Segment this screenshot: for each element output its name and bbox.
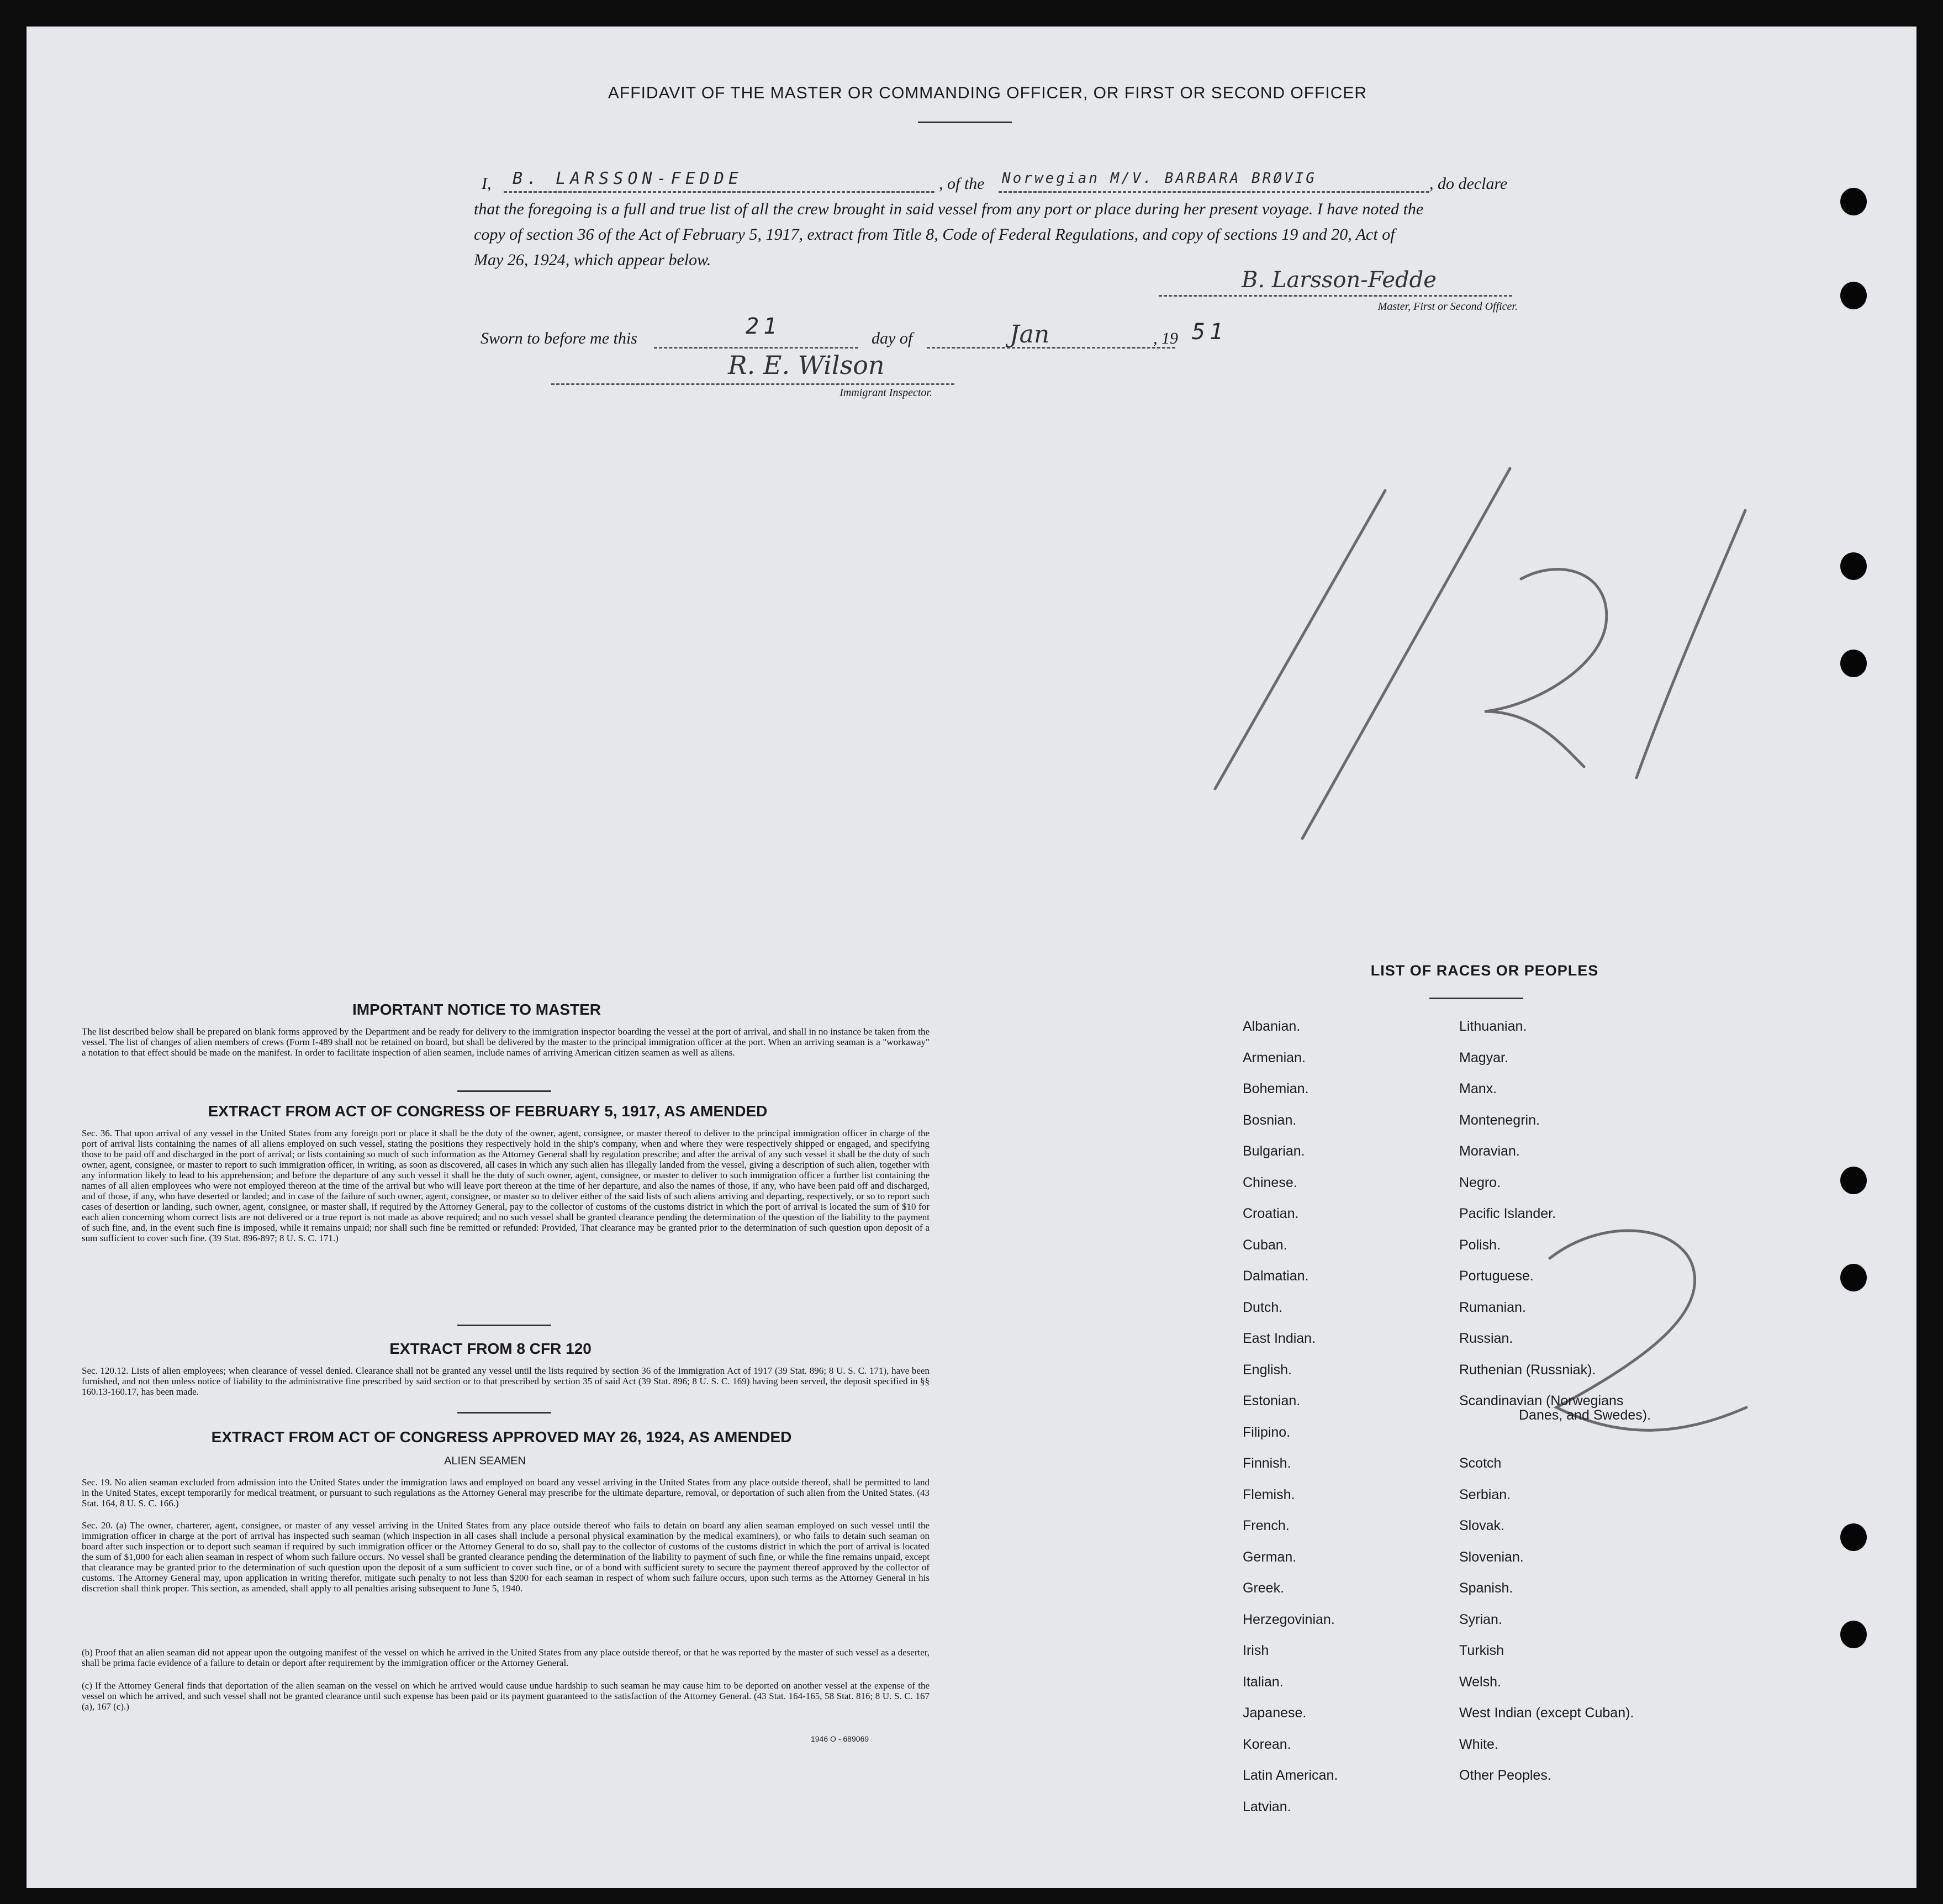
race-item: Syrian.: [1459, 1612, 1502, 1627]
race-item: Bosnian.: [1243, 1112, 1297, 1128]
race-item: Manx.: [1459, 1081, 1497, 1096]
race-item: Ruthenian (Russniak).: [1459, 1362, 1596, 1378]
print-code: 1946 O - 689069: [811, 1734, 869, 1743]
master-name-handwritten: B. LARSSON-FEDDE: [513, 169, 743, 188]
handwritten-stroke-one-b: [1636, 510, 1745, 778]
race-item: Korean.: [1243, 1737, 1291, 1752]
race-item: German.: [1243, 1549, 1297, 1565]
of-the-label: , of the: [939, 175, 985, 193]
affidavit-title: AFFIDAVIT OF THE MASTER OR COMMANDING OFFICER, OR FIRST OR SECOND OFFICER: [608, 84, 1368, 102]
extract-1924-title: EXTRACT FROM ACT OF CONGRESS APPROVED MAY 26, 1924, AS AMENDED: [211, 1428, 792, 1446]
race-item: East Indian.: [1243, 1331, 1316, 1346]
race-item: English.: [1243, 1362, 1292, 1378]
notice-body: The list described below shall be prepared on blank forms approved by the Department and be ready for delivery to the immigration inspector boarding the vessel at the port of arrival, and shall in no instance be taken from the vessel. The list of changes of alien members of crews (Form I-489 shall not be retained on board, but shall be delivered by the master to the principal immigration officer at the port. When an arriving seaman is a "workaway" a notation to that effect should be made on the manifest. In order to facilitate inspection of alien seamen, include names of arriving American citizen seamen as well as aliens.: [82, 1026, 930, 1058]
vessel-name-handwritten: Norwegian M/V. BARBARA BRØVIG: [1002, 170, 1317, 187]
extract-1924-sec19: Sec. 19. No alien seaman excluded from admission into the United States under the immigration laws and employed on board any vessel arriving in the United States from any place outside thereof, shall be permitted to land in the United States, except temporarily for medical treatment, or pursuant to such regulations as the Attorney General may prescribe for the ultimate departure, removal, or deportation of such alien from the United States. (43 Stat. 164, 8 U. S. C. 166.): [82, 1477, 930, 1509]
extract-1924-subtitle: ALIEN SEAMEN: [444, 1455, 526, 1467]
race-item: Bohemian.: [1243, 1081, 1309, 1096]
extract-1917-divider: [457, 1325, 551, 1326]
race-item: Other Peoples.: [1459, 1768, 1551, 1783]
race-item: Finnish.: [1243, 1455, 1291, 1471]
race-item: Armenian.: [1243, 1050, 1306, 1066]
race-item: Spanish.: [1459, 1580, 1513, 1596]
document-page: [27, 27, 1916, 1888]
day-of-label: day of: [872, 329, 913, 347]
race-item: Estonian.: [1243, 1393, 1301, 1409]
race-item: Negro.: [1459, 1175, 1501, 1190]
race-item: Albanian.: [1243, 1019, 1301, 1034]
extract-1917-title: EXTRACT FROM ACT OF CONGRESS OF FEBRUARY 5, 1917, AS AMENDED: [208, 1103, 768, 1120]
race-item: Turkish: [1459, 1643, 1504, 1658]
inspector-caption: Immigrant Inspector.: [839, 387, 932, 399]
race-item: Rumanian.: [1459, 1300, 1526, 1315]
day-handwritten: 21: [746, 314, 782, 339]
year-prefix: , 19: [1153, 329, 1178, 347]
race-item: Cuban.: [1243, 1237, 1287, 1253]
master-signature: B. Larsson-Fedde: [1242, 267, 1437, 293]
race-item: Japanese.: [1243, 1705, 1307, 1721]
race-item: Magyar.: [1459, 1050, 1508, 1066]
race-item: West Indian (except Cuban).: [1459, 1705, 1634, 1721]
race-item: Latin American.: [1243, 1768, 1338, 1783]
race-item: Danes, and Swedes).: [1519, 1407, 1651, 1423]
race-item: Flemish.: [1243, 1487, 1295, 1502]
race-item: Portuguese.: [1459, 1268, 1534, 1284]
race-item: Scandinavian (Norwegians: [1459, 1393, 1624, 1409]
race-item: Croatian.: [1243, 1206, 1299, 1221]
race-item: Welsh.: [1459, 1674, 1501, 1690]
race-item: Herzegovinian.: [1243, 1612, 1335, 1627]
month-handwritten: Jan: [1010, 320, 1050, 349]
extract-cfr-divider: [457, 1412, 551, 1414]
races-divider: [1429, 998, 1523, 999]
extract-1924-sec20c: (c) If the Attorney General finds that deportation of the alien seaman on the vessel on which he arrived would cause undue hardship to such seaman he may cause him to be deported on another vessel at the expense of the vessel on which he arrived, and such vessel shall not be granted clearance until such expense has been paid or its payment guaranteed to the satisfaction of the Attorney General. (43 Stat. 164-165, 58 Stat. 816; 8 U. S. C. 167 (a), 167 (c).): [82, 1680, 930, 1712]
race-item: Russian.: [1459, 1331, 1513, 1346]
inspector-signature: R. E. Wilson: [728, 350, 885, 380]
race-item: Serbian.: [1459, 1487, 1511, 1502]
race-item: Moravian.: [1459, 1143, 1520, 1159]
handwritten-stroke-slash: [1302, 468, 1510, 838]
extract-cfr-title: EXTRACT FROM 8 CFR 120: [389, 1340, 592, 1357]
handwritten-stroke-two: [1485, 569, 1607, 767]
extract-cfr-body: Sec. 120.12. Lists of alien employees; when clearance of vessel denied. Clearance shall not be granted any vessel until the lists required by section 36 of the Immigration Act of 1917 (39 Stat. 896; 8 U. S. C. 171), have been furnished, and not then unless notice of liability to the administrative fine prescribed by said section or to that prescribed by section 35 of said Act (39 Stat. 896; 8 U. S. C. 169) having been served, the deposit specified in §§ 160.13-160.17, has been made.: [82, 1365, 930, 1397]
handwritten-stroke-one: [1215, 490, 1385, 789]
handwritten-marks: [27, 27, 1916, 1888]
i-label: I,: [482, 175, 492, 193]
affidavit-text-line2: that the foregoing is a full and true list of all the crew brought in said vessel from any port or place during her present voyage. I have noted the: [474, 200, 1424, 218]
race-item: Polish.: [1459, 1237, 1501, 1253]
race-item: Filipino.: [1243, 1425, 1291, 1440]
extract-1924-sec20b: (b) Proof that an alien seaman did not appear upon the outgoing manifest of the vessel on which he arrived in the United States from any place outside thereof, or that he was reported by the master of such vessel as a deserter, shall be prima facie evidence of a failure to detain or deport after requirement by the immigration officer or the Attorney General.: [82, 1647, 930, 1668]
race-item: Chinese.: [1243, 1175, 1297, 1190]
race-item: Bulgarian.: [1243, 1143, 1305, 1159]
race-item: Scotch: [1459, 1455, 1502, 1471]
large-number-text: 1/21: [1391, 740, 1401, 746]
race-item: White.: [1459, 1737, 1498, 1752]
affidavit-text-line4: May 26, 1924, which appear below.: [474, 251, 711, 269]
master-caption: Master, First or Second Officer.: [1377, 300, 1518, 313]
affidavit-text-line3: copy of section 36 of the Act of February 5, 1917, extract from Title 8, Code of Federal Regulations, and copy of sections 19 and 20, Act of: [474, 225, 1395, 244]
race-item: Dutch.: [1243, 1300, 1283, 1315]
race-item: Lithuanian.: [1459, 1019, 1527, 1034]
extract-1924-sec20a: Sec. 20. (a) The owner, charterer, agent, consignee, or master of any vessel arriving in the United States from any place outside thereof who fails to detain on board any alien seaman employed on such vessel until the immigration officer in charge at the port of arrival has inspected such seaman (which inspection in all cases shall include a personal physical examination by the medical examiners), or who fails to detain such seaman on board after such inspection or to deport such seaman if required by such immigration officer or the Attorney General to do so, shall pay to the collector of customs of the customs district in which the port of arrival is located the sum of $1,000 for each alien seaman in respect of whom such failure occurs. No vessel shall be granted clearance pending the determination of the liability to payment of such fine, or while the fine remains unpaid, except that clearance may be granted prior to the determination of such question upon the deposit of a sum sufficient to cover such fine, or of a bond with sufficient surety to secure the payment thereof approved by the collector of customs. The Attorney General may, upon application in writing therefor, mitigate such penalty to not less than $200 for each seaman in respect of whom such failure occurs, upon such terms as the Attorney General in his discretion shall think proper. This section, as amended, shall apply to all penalties arising subsequent to June 5, 1940.: [82, 1520, 930, 1594]
race-item: Italian.: [1243, 1674, 1284, 1690]
declare-label: , do declare: [1429, 175, 1508, 193]
race-item: Slovak.: [1459, 1518, 1504, 1533]
notice-divider: [457, 1090, 551, 1092]
race-item: Pacific Islander.: [1459, 1206, 1556, 1221]
notice-title: IMPORTANT NOTICE TO MASTER: [352, 1001, 601, 1018]
race-item: Latvian.: [1243, 1799, 1291, 1815]
page-number-text: 2: [1628, 1348, 1631, 1354]
race-item: Dalmatian.: [1243, 1268, 1309, 1284]
extract-1917-body: Sec. 36. That upon arrival of any vessel in the United States from any foreign port or place it shall be the duty of the owner, agent, consignee, or master thereof to deliver to the principal immigration officer in charge of the port of arrival lists containing the names of all aliens employed on such vessel, stating the positions they respectively hold in the ship's company, when and where they were respectively shipped or engaged, and specifying those to be paid off and discharged in the port of arrival; or lists containing so much of such information as the Attorney General shall by regulation prescribe; and after the arrival of any such vessel it shall be the duty of such owner, agent, consignee, or master to report to such immigration officer, in writing, as soon as discovered, all cases in which any such alien has illegally landed from the vessel, giving a description of such alien, together with any information likely to lead to his apprehension; and before the departure of any such vessel it shall be the duty of such owner, agent, consignee, or master to deliver to such immigration officer a further list containing the names of all alien employees who were not employed thereon at the time of the arrival but who will leave port thereon at the time of her departure, and also the names of those, if any, who have been paid off and discharged, and of those, if any, who have deserted or landed; and in case of the failure of such owner, agent, consignee, or master so to deliver either of the said lists of such aliens arriving and departing, respectively, or so to report such cases of desertion or landing, such owner, agent, consignee, or master shall, if required by the Attorney General, pay to the collector of customs of the customs district in which the port of arrival is located the sum of $10 for each alien concerning whom correct lists are not delivered or a true report is not made as above required; and no such vessel shall be granted clearance pending the determination of the question of the liability to the payment of such fine, and, in the event such fine is imposed, while it remains unpaid; nor shall such fine be remitted or refunded: Provided, That clearance may be granted prior to the determination of such question upon deposit of a sum sufficient to cover such fine. (39 Stat. 896-897; 8 U. S. C. 171.): [82, 1128, 930, 1243]
year-handwritten: 51: [1192, 319, 1228, 345]
race-item: Irish: [1243, 1643, 1269, 1658]
race-item: Slovenian.: [1459, 1549, 1524, 1565]
race-item: French.: [1243, 1518, 1290, 1533]
sworn-label: Sworn to before me this: [481, 329, 637, 347]
races-title: LIST OF RACES OR PEOPLES: [1370, 962, 1599, 979]
race-item: Montenegrin.: [1459, 1112, 1540, 1128]
race-item: Greek.: [1243, 1580, 1285, 1596]
